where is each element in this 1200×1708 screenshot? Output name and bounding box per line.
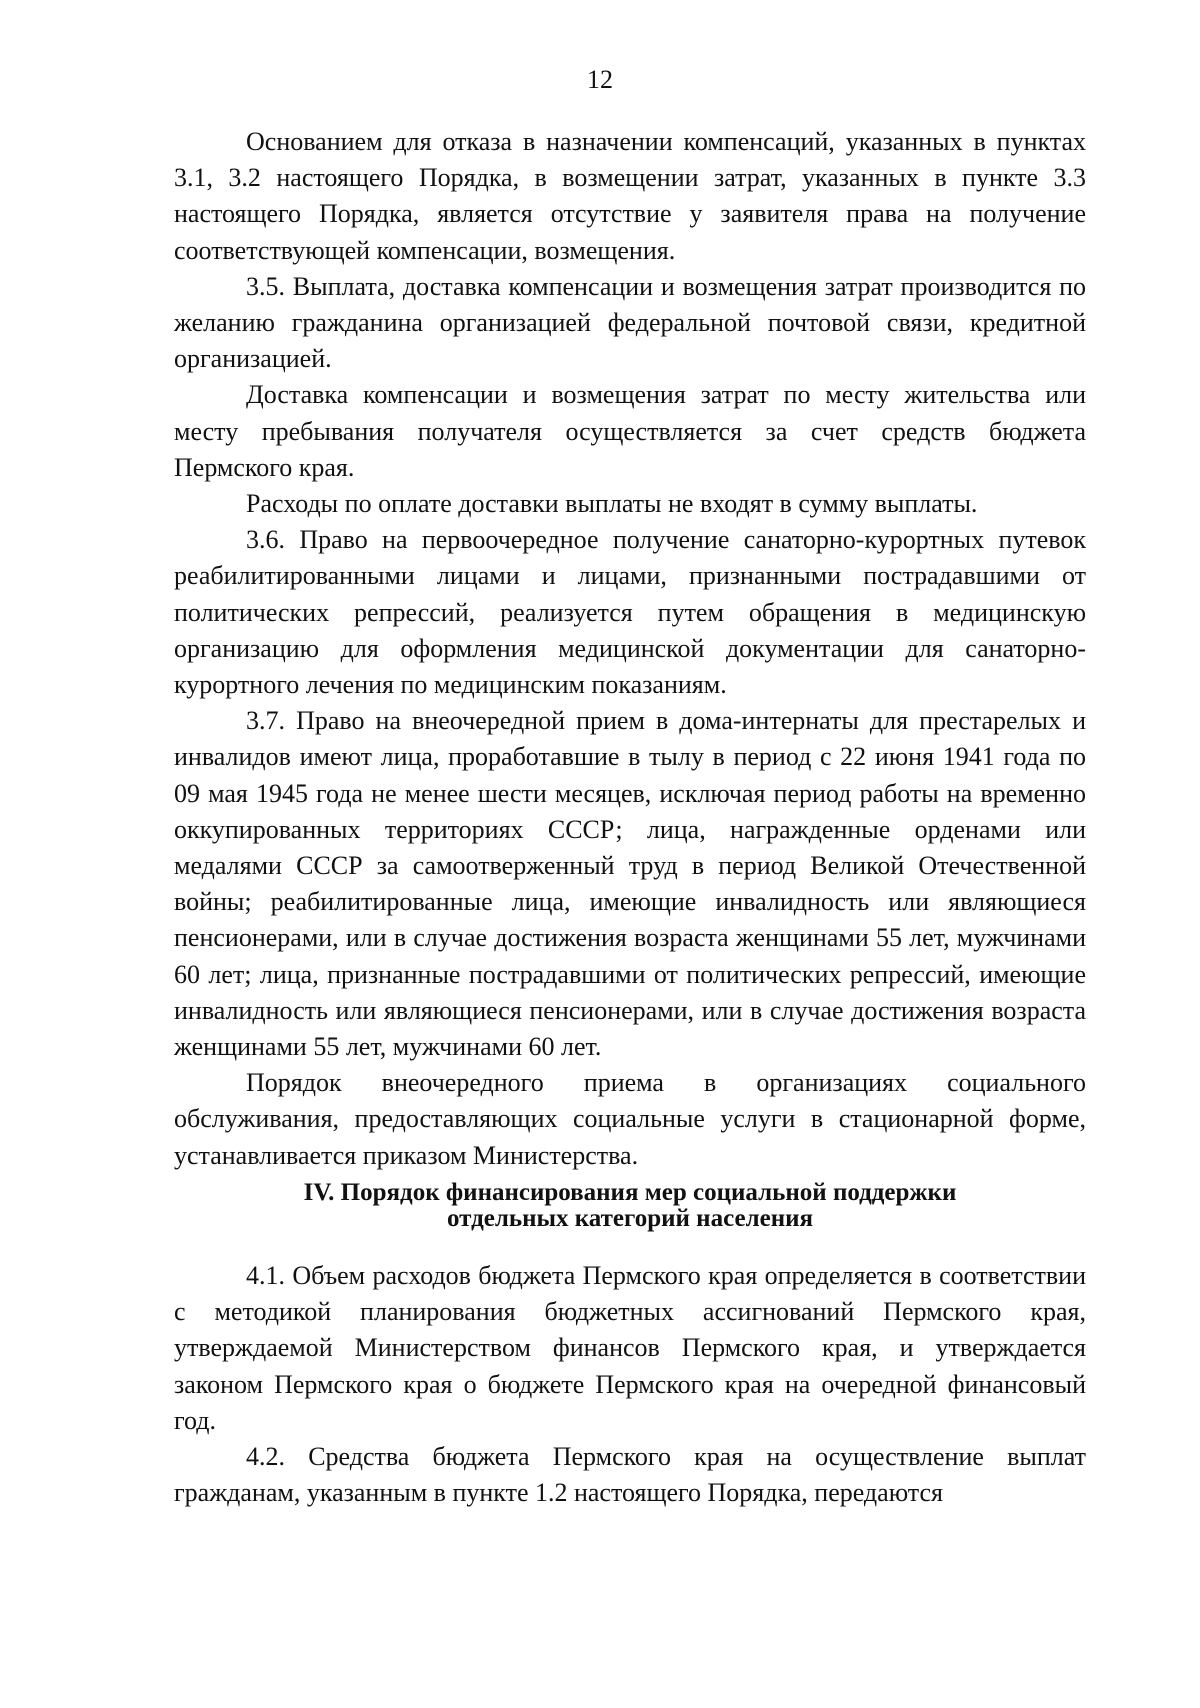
paragraph-delivery-expenses: Расходы по оплате доставки выплаты не входят в сумму выплаты.: [246, 489, 978, 519]
paragraph-3-7-priority-admission: 3.7. Право на внеочередной прием в дома-интернаты для престарелых и инвалидов имеют лица, проработавшие в тылу в период с 22 июня 1941 года по 09 мая 1945 года не менее шести месяцев, исключая период работы на временно оккупированных территориях СССР; лица, награжденные орденами или медалями СССР за самоотверженный труд в период Великой Отечественной войны; реабилитированные лица, имеющие инвалидность или являющиеся пенсионерами, или в случае достижения возраста женщинами 55 лет, мужчинами 60 лет; лица, признанные пострадавшими от политических репрессий, имеющие инвалидность или являющиеся пенсионерами, или в случае достижения возраста женщинами 55 лет, мужчинами 60 лет.: [174, 706, 1086, 1062]
paragraph-admission-procedure: Порядок внеочередного приема в организациях социального обслуживания, предоставляющих социальные услуги в стационарной форме, устанавливается приказом Министерства.: [174, 1068, 1086, 1170]
paragraph-refusal-grounds: Основанием для отказа в назначении компенсаций, указанных в пунктах 3.1, 3.2 настоящего Порядка, в возмещении затрат, указанных в пункте 3.3 настоящего Порядка, является отсутствие у заявителя права на получение соответствующей компенсации, возмещения.: [174, 127, 1086, 265]
paragraph-3-5-payment-delivery: 3.5. Выплата, доставка компенсации и возмещения затрат производится по желанию гражданина организацией федеральной почтовой связи, кредитной организацией.: [174, 271, 1086, 374]
section-heading-line-2: отдельных категорий населения: [446, 1204, 814, 1232]
section-heading-iv: [174, 1180, 1086, 1232]
page-number: 12: [587, 65, 613, 94]
paragraph-3-6-sanatorium-vouchers: 3.6. Право на первоочередное получение санаторно-курортных путевок реабилитированными лицами и лицами, признанными пострадавшими от политических репрессий, реализуется путем обращения в медицинскую организацию для оформления медицинской документации для санаторно-курортного лечения по медицинским показаниям.: [174, 525, 1086, 700]
section-heading-line-1: IV. Порядок финансирования мер социальной поддержки: [303, 1178, 957, 1206]
paragraph-4-2-funds-transfer: 4.2. Средства бюджета Пермского края на осуществление выплат гражданам, указанным в пункте 1.2 настоящего Порядка, передаются: [174, 1441, 1086, 1508]
paragraph-4-1-budget-volume: 4.1. Объем расходов бюджета Пермского края определяется в соответствии с методикой планирования бюджетных ассигнований Пермского края, утверждаемой Министерством финансов Пермского края, и утверждается законом Пермского края о бюджете Пермского края на очередной финансовый год.: [174, 1260, 1086, 1435]
document-body: [174, 124, 1086, 1511]
paragraph-delivery-costs-source: Доставка компенсации и возмещения затрат по месту жительства или месту пребывания получателя осуществляется за счет средств бюджета Пермского края.: [174, 380, 1086, 482]
